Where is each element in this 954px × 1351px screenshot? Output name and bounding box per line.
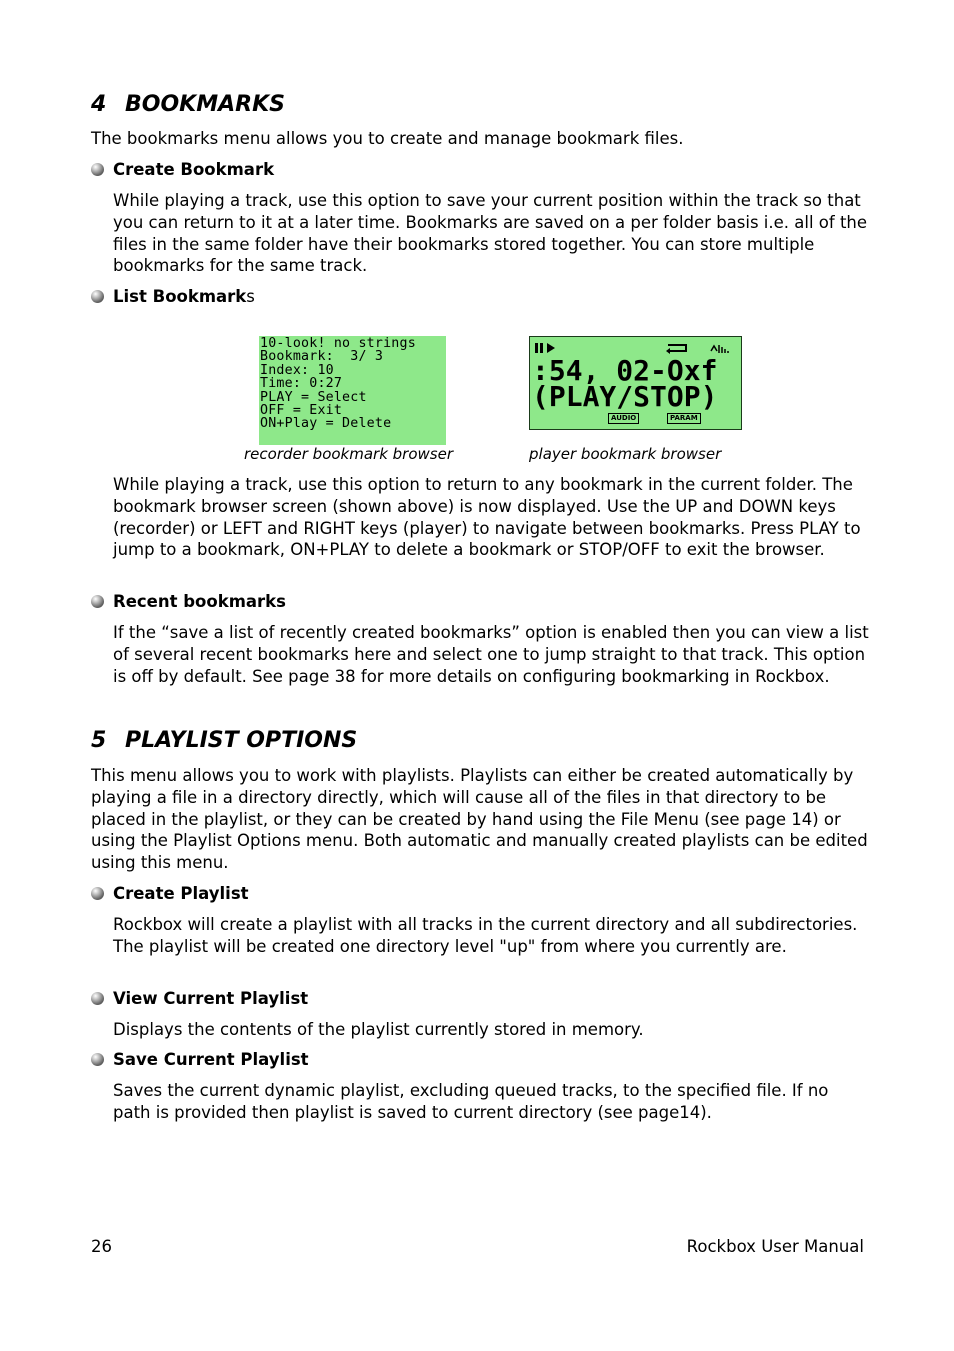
- volume-icon: [711, 345, 728, 353]
- section-5-intro: This menu allows you to work with playlists. Playlists can either be created automatically by playing a file in a directory directly, which will cause all of the files in that directory to be placed in the playlist, or they can be created by hand using the File Menu (see page 14) or using the Playlist Options menu. Both automatic and manually created playlists can be edited using this menu.: [91, 766, 868, 873]
- lcd-line: Bookmark: 3/ 3: [260, 349, 384, 365]
- bullet-icon: [91, 163, 104, 176]
- recent-bookmarks-text: If the “save a list of recently created bookmarks” option is enabled then you can view a list of several recent bookmarks here and select one to jump straight to that track. This option is off by default. See page 38 for more details on configuring bookmarking in Rockbox.: [113, 623, 869, 686]
- section-title: BOOKMARKS: [125, 92, 285, 117]
- lcd-line: PLAY = Select: [260, 389, 367, 405]
- param-tag: PARAM: [667, 413, 701, 424]
- view-current-playlist-text: Displays the contents of the playlist currently stored in memory.: [113, 1020, 644, 1039]
- bullet-label: Create Playlist: [113, 884, 249, 903]
- page-number: 26: [91, 1237, 112, 1256]
- bullet-label: Recent bookmarks: [113, 592, 286, 611]
- status-bar-icons: [530, 337, 741, 355]
- bullet-label: Save Current Playlist: [113, 1050, 309, 1069]
- recorder-lcd-screenshot: [259, 336, 446, 445]
- bullet-label: Create Bookmark: [113, 160, 275, 179]
- pause-icon: [540, 343, 543, 353]
- bullet-icon: [91, 1053, 104, 1066]
- recorder-caption: recorder bookmark browser: [244, 445, 454, 463]
- player-lcd-screenshot: [529, 336, 742, 430]
- lcd-line: Index: 10: [260, 362, 334, 378]
- play-icon: [547, 343, 555, 353]
- bullet-icon: [91, 290, 104, 303]
- section-4-intro: The bookmarks menu allows you to create and manage bookmark files.: [91, 129, 684, 148]
- bullet-label: List Bookmarks: [113, 287, 255, 306]
- create-bookmark-text: While playing a track, use this option to save your current position within the track so that you can return to it at a later time. Bookmarks are saved on a per folder basis i.e. all of the files in the same folder have their bookmarks stored together. You can store multiple bookmarks for the same track.: [113, 191, 868, 276]
- lcd-line: 10-look! no strings: [260, 336, 416, 351]
- lcd-line: Time: 0:27: [260, 376, 343, 392]
- section-4-heading: [91, 92, 285, 117]
- lcd-line: OFF = Exit: [260, 403, 343, 419]
- pause-icon: [535, 343, 538, 353]
- bullet-icon: [91, 595, 104, 608]
- section-5-heading: [91, 728, 357, 753]
- list-bookmarks-text: While playing a track, use this option to return to any bookmark in the current folder. The bookmark browser screen (shown above) is now displayed. Use the UP and DOWN keys (recorder) or LEFT and RIGHT keys (player) to navigate between bookmarks. Press PLAY to jump to a bookmark, ON+PLAY to delete a bookmark or STOP/OFF to exit the browser.: [113, 475, 861, 560]
- section-number: 4: [91, 92, 107, 117]
- bullet-icon: [91, 992, 104, 1005]
- player-caption: player bookmark browser: [529, 445, 722, 463]
- player-line-1: :54, 02-Oxf: [532, 354, 718, 387]
- bullet-icon: [91, 887, 104, 900]
- repeat-icon: [668, 345, 686, 351]
- create-playlist-text: Rockbox will create a playlist with all tracks in the current directory and all subdirectories. The playlist will be created one directory level "up" from where you currently are.: [113, 915, 858, 956]
- section-title: PLAYLIST OPTIONS: [125, 728, 358, 753]
- section-number: 5: [91, 728, 107, 753]
- bullet-label: View Current Playlist: [113, 989, 309, 1008]
- audio-tag: AUDIO: [608, 413, 639, 424]
- player-line-2: (PLAY/STOP): [532, 380, 718, 413]
- manual-title: Rockbox User Manual: [686, 1237, 864, 1256]
- lcd-line: ON+Play = Delete: [260, 416, 392, 432]
- save-current-playlist-text: Saves the current dynamic playlist, excluding queued tracks, to the specified file. If no path is provided then playlist is saved to current directory (see page14).: [113, 1081, 829, 1122]
